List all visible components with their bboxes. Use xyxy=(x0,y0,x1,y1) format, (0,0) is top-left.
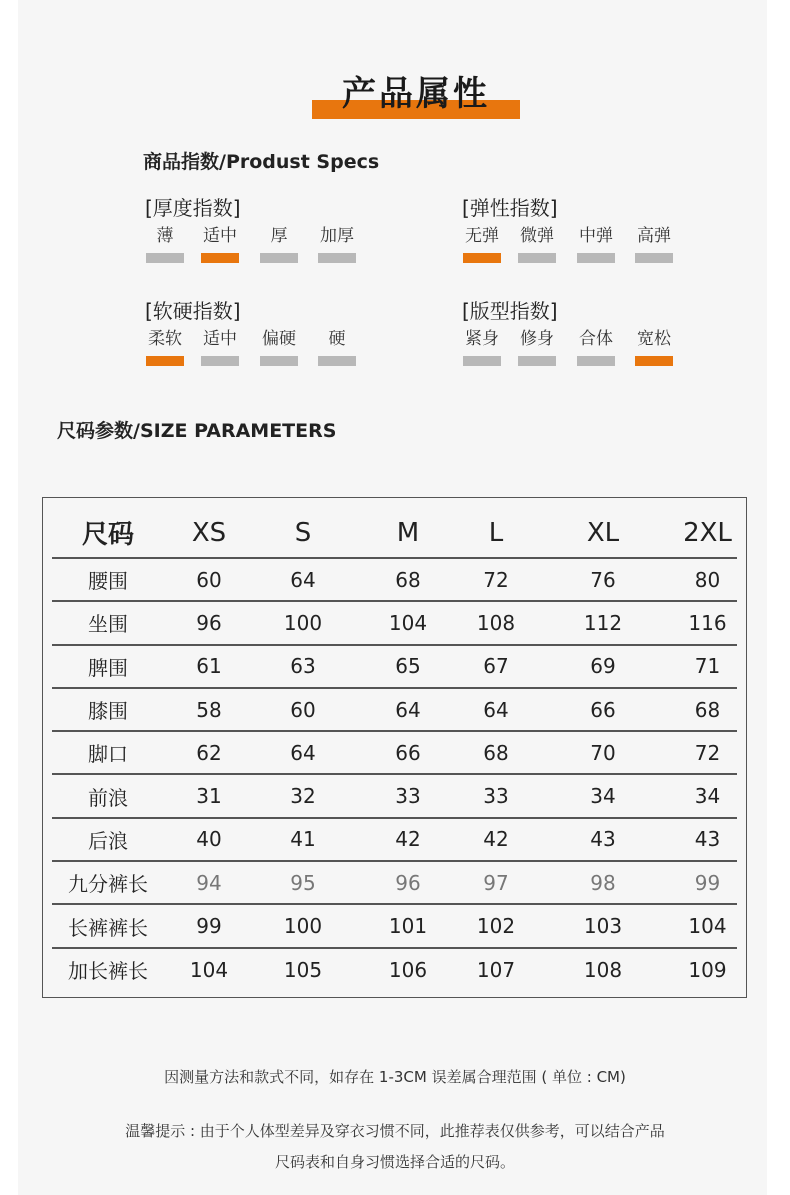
measurement-value: 64 xyxy=(254,731,352,774)
measurement-value: 97 xyxy=(464,861,528,904)
spec-option xyxy=(259,225,299,263)
measurement-value: 108 xyxy=(464,601,528,644)
spec-indicator xyxy=(518,356,556,366)
measurement-value: 66 xyxy=(528,688,678,731)
spec-group-elasticity xyxy=(462,194,702,274)
spec-option-label: 厚 xyxy=(270,226,288,246)
measurement-value: 63 xyxy=(254,645,352,688)
measurement-value: 67 xyxy=(464,645,528,688)
spec-option xyxy=(634,328,674,366)
table-row xyxy=(52,948,737,991)
measurement-value: 71 xyxy=(678,645,737,688)
spec-indicator-active xyxy=(463,253,501,263)
measurement-value: 94 xyxy=(164,861,254,904)
spec-indicator xyxy=(577,253,615,263)
spec-option xyxy=(517,225,557,263)
measurement-label: 坐围 xyxy=(52,601,164,644)
table-row xyxy=(52,601,737,644)
measurement-value: 80 xyxy=(678,558,737,601)
measurement-value: 61 xyxy=(164,645,254,688)
spec-option xyxy=(462,328,502,366)
measurement-value: 104 xyxy=(352,601,464,644)
measurement-value: 33 xyxy=(352,774,464,817)
spec-indicator xyxy=(146,253,184,263)
size-header-cell: S xyxy=(254,508,352,558)
measurement-value: 101 xyxy=(352,904,464,947)
title-block xyxy=(312,72,520,122)
measurement-value: 60 xyxy=(164,558,254,601)
spec-option xyxy=(517,328,557,366)
page-title: 产品属性 xyxy=(342,74,490,114)
measurement-value: 64 xyxy=(352,688,464,731)
spec-option xyxy=(576,225,616,263)
measurement-value: 106 xyxy=(388,957,428,982)
spec-indicator xyxy=(318,253,356,263)
size-table-box xyxy=(42,497,747,998)
measurement-value: 40 xyxy=(164,818,254,861)
measurement-value: 102 xyxy=(464,904,528,947)
size-header-cell: 2XL xyxy=(678,508,737,558)
measurement-value: 104 xyxy=(678,904,737,947)
spec-group-fit xyxy=(462,297,702,377)
spec-option-label: 高弹 xyxy=(637,226,671,246)
measurement-value: 98 xyxy=(528,861,678,904)
spec-option xyxy=(634,225,674,263)
tip-line-2: 尺码表和自身习惯选择合适的尺码。 xyxy=(274,1153,515,1171)
measure-note: 因测量方法和款式不同，如存在 1-3CM 误差属合理范围 ( 单位 : CM) xyxy=(164,1068,626,1086)
measurement-value: 95 xyxy=(254,861,352,904)
table-row xyxy=(52,818,737,861)
spec-indicator xyxy=(260,253,298,263)
spec-option xyxy=(200,225,240,263)
spec-indicator xyxy=(260,356,298,366)
measurement-value: 34 xyxy=(528,774,678,817)
spec-indicator xyxy=(318,356,356,366)
measurement-value: 112 xyxy=(528,601,678,644)
measurement-value: 107 xyxy=(476,957,516,982)
measurement-value: 109 xyxy=(688,957,727,982)
spec-option xyxy=(200,328,240,366)
measurement-label: 长裤裤长 xyxy=(52,904,164,947)
measurement-value: 66 xyxy=(352,731,464,774)
spec-option xyxy=(317,328,357,366)
table-row xyxy=(52,731,737,774)
spec-group-title: [弹性指数] xyxy=(462,196,558,220)
measurement-value: 42 xyxy=(464,818,528,861)
size-header-cell: L xyxy=(464,508,528,558)
spec-option-label: 宽松 xyxy=(637,329,671,349)
spec-option xyxy=(145,328,185,366)
table-row xyxy=(52,904,737,947)
table-row xyxy=(52,558,737,601)
measurement-value: 116 xyxy=(678,601,737,644)
spec-option-label: 紧身 xyxy=(465,329,499,349)
measurement-value: 99 xyxy=(164,904,254,947)
spec-option xyxy=(317,225,357,263)
spec-option-label: 中弹 xyxy=(579,226,613,246)
measurement-value: 43 xyxy=(678,818,737,861)
spec-option-label: 硬 xyxy=(328,329,346,349)
measurement-value: 72 xyxy=(464,558,528,601)
measurement-value: 65 xyxy=(352,645,464,688)
spec-option-label: 适中 xyxy=(203,226,237,246)
spec-indicator xyxy=(463,356,501,366)
spec-option xyxy=(576,328,616,366)
size-heading: 尺码参数/SIZE PARAMETERS xyxy=(57,420,337,442)
spec-option-label: 偏硬 xyxy=(262,329,296,349)
measurement-label: 膝围 xyxy=(52,688,164,731)
measurement-value: 96 xyxy=(164,601,254,644)
spec-indicator xyxy=(518,253,556,263)
measurement-value: 105 xyxy=(283,957,323,982)
measurement-value: 42 xyxy=(352,818,464,861)
measurement-value: 43 xyxy=(528,818,678,861)
spec-group-thickness xyxy=(145,194,385,274)
measurement-label: 脚口 xyxy=(52,731,164,774)
size-header-label: 尺码 xyxy=(52,508,164,558)
spec-indicator xyxy=(577,356,615,366)
measurement-label: 后浪 xyxy=(52,818,164,861)
spec-option-label: 薄 xyxy=(156,226,174,246)
spec-option-label: 微弹 xyxy=(520,226,554,246)
measurement-label: 九分裤长 xyxy=(52,861,164,904)
measurement-label: 前浪 xyxy=(52,774,164,817)
measurement-value: 96 xyxy=(352,861,464,904)
spec-option xyxy=(259,328,299,366)
spec-group-title: [软硬指数] xyxy=(145,299,241,323)
measurement-value: 34 xyxy=(678,774,737,817)
size-table-header xyxy=(52,508,737,558)
spec-option xyxy=(145,225,185,263)
measurement-value: 100 xyxy=(254,601,352,644)
table-row xyxy=(52,861,737,904)
measurement-value: 58 xyxy=(164,688,254,731)
measurement-value: 60 xyxy=(254,688,352,731)
measurement-value: 68 xyxy=(678,688,737,731)
spec-option-label: 柔软 xyxy=(148,329,182,349)
measurement-value: 68 xyxy=(464,731,528,774)
measurement-value: 32 xyxy=(254,774,352,817)
spec-indicator-active xyxy=(201,253,239,263)
measurement-value: 68 xyxy=(352,558,464,601)
spec-indicator-active xyxy=(635,356,673,366)
measurement-value: 64 xyxy=(464,688,528,731)
size-table xyxy=(52,508,737,991)
spec-option-label: 适中 xyxy=(203,329,237,349)
spec-option-label: 无弹 xyxy=(465,226,499,246)
spec-group-softness xyxy=(145,297,385,377)
measurement-value: 70 xyxy=(528,731,678,774)
measurement-value: 41 xyxy=(254,818,352,861)
measurement-value: 104 xyxy=(189,957,229,982)
measurement-label: 脾围 xyxy=(52,645,164,688)
size-header-cell: XL xyxy=(528,508,678,558)
spec-option-label: 修身 xyxy=(520,329,554,349)
spec-indicator xyxy=(635,253,673,263)
spec-option xyxy=(462,225,502,263)
size-header-cell: M xyxy=(352,508,464,558)
size-header-cell: XS xyxy=(164,508,254,558)
measurement-value: 100 xyxy=(254,904,352,947)
measurement-value: 33 xyxy=(464,774,528,817)
spec-option-label: 合体 xyxy=(579,329,613,349)
measurement-value: 76 xyxy=(528,558,678,601)
measurement-value: 103 xyxy=(528,904,678,947)
spec-group-title: [版型指数] xyxy=(462,299,558,323)
spec-indicator xyxy=(201,356,239,366)
tip-line-1: 温馨提示 : 由于个人体型差异及穿衣习惯不同，此推荐表仅供参考，可以结合产品 xyxy=(125,1122,665,1140)
table-row xyxy=(52,774,737,817)
table-row xyxy=(52,688,737,731)
table-row xyxy=(52,645,737,688)
measurement-value: 99 xyxy=(678,861,737,904)
measurement-label: 加长裤长 xyxy=(68,959,148,984)
measurement-value: 64 xyxy=(254,558,352,601)
spec-group-title: [厚度指数] xyxy=(145,196,241,220)
measurement-value: 62 xyxy=(164,731,254,774)
measurement-value: 69 xyxy=(528,645,678,688)
measurement-value: 72 xyxy=(678,731,737,774)
measurement-value: 31 xyxy=(164,774,254,817)
specs-heading: 商品指数/Produst Specs xyxy=(143,151,380,173)
spec-indicator-active xyxy=(146,356,184,366)
measurement-value: 108 xyxy=(583,957,623,982)
spec-option-label: 加厚 xyxy=(320,226,354,246)
measurement-label: 腰围 xyxy=(52,558,164,601)
